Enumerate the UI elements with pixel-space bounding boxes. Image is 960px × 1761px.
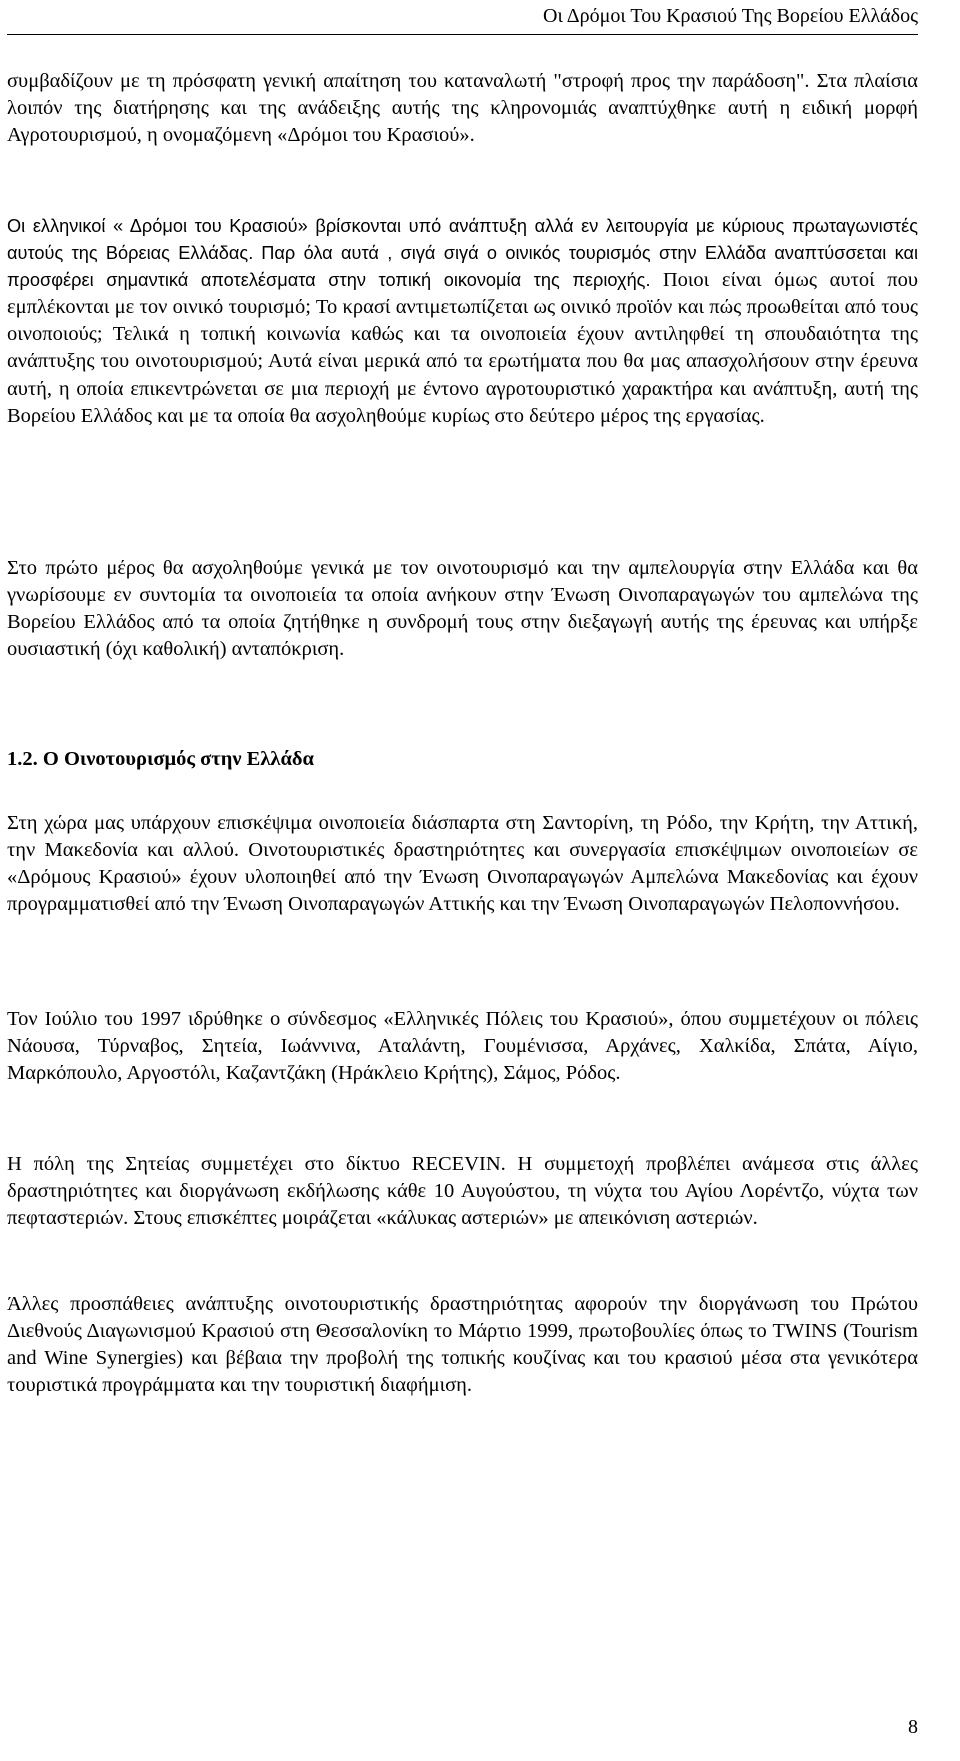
paragraph-wine-cities: Τον Ιούλιο του 1997 ιδρύθηκε ο σύνδεσμος «Ελληνικές Πόλεις του Κρασιού», όπου συμμετέχουν οι πόλεις Νάουσα, Τύρναβος, Σητεία, Ιωάννινα, Αταλάντη, Γουμένισσα, Αρχάνες, Χαλκίδα, Σπάτα, Αίγιο, Μαρκόπουλο, Αργοστόλι, Καζαντζάκη (Ηράκλειο Κρήτης), Σάμος, Ρόδος. [7,1008,918,1085]
paragraph-serif-text: Ποιοι είναι όμως αυτοί που εμπλέκονται με τον οινικό τουρισμό; Το κρασί αντιμετωπίζεται ως οινικό προϊόν και πώς προωθείται από τους οινοποιούς; Τελικά η τοπική κοινωνία καθώς και τα οινοποιεία έχουν αντιληφθεί τη σπουδαιότητα της ανάπτυξης του οινοτουρισμού; Αυτά είναι μερικά από τα ερωτήματα που θα μας απασχολήσουν στην έρευνα αυτή, η οποία επικεντρώνεται σε μια περιοχή με έντονο αγροτουριστικό χαρακτήρα και ανάπτυξη, αυτή της Βορείου Ελλάδος και με τα οποία θα ασχοληθούμε κυρίως στο δεύτερο μέρος της εργασίας. [7,269,919,427]
page-number: 8 [908,1716,918,1738]
paragraph-wineries: Στη χώρα μας υπάρχουν επισκέψιμα οινοποιεία διάσπαρτα στη Σαντορίνη, τη Ρόδο, την Κρήτη, την Αττική, την Μακεδονία και αλλού. Οινοτουριστικές δραστηριότητες και συνεργασία επισκέψιμων οινοποιείων σε «Δρόμους Κρασιού» έχουν υλοποιηθεί από την Ένωση Οινοπαραγωγών Αμπελώνα Μακεδονίας και έχουν προγραμματισθεί από την Ένωση Οινοπαραγωγών Αττικής και την Ένωση Οινοπαραγωγών Πελοποννήσου. [7,812,918,916]
running-header: Οι Δρόμοι Του Κρασιού Της Βορείου Ελλάδος [543,5,918,27]
paragraph-first-part: Στο πρώτο μέρος θα ασχοληθούμε γενικά με τον οινοτουρισμό και την αμπελουργία στην Ελλάδα και θα γνωρίσουμε εν συντομία τα οινοποιεία τα οποία ανήκουν στην Ένωση Οινοπαραγωγών του αμπελώνα της Βορείου Ελλάδος από τα οποία ζητήθηκε η συνδρομή τους στην διεξαγωγή αυτής της έρευνας και υπήρξε ουσιαστική (όχι καθολική) ανταπόκριση. [7,557,918,661]
paragraph-siteia-recevin: Η πόλη της Σητείας συμμετέχει στο δίκτυο RECEVIN. Η συμμετοχή προβλέπει ανάμεσα στις άλλες δραστηριότητες και διοργάνωση εκδήλωσης κάθε 10 Αυγούστου, τη νύχτα του Αγίου Λορέντζο, νύχτα των πεφταστεριών. Στους επισκέπτες μοιράζεται «κάλυκας αστεριών» με απεικόνιση αστεριών. [7,1153,918,1230]
section-heading: 1.2. Ο Οινοτουρισμός στην Ελλάδα [7,748,314,770]
paragraph-intro-continuation: συμβαδίζουν με τη πρόσφατη γενική απαίτηση του καταναλωτή "στροφή προς την παράδοση". Στα πλαίσια λοιπόν της διατήρησης και της ανάδειξης αυτής της κληρονομιάς αναπτύχθηκε αυτή η ειδική μορφή Αγροτουρισμού, η ονομαζόμενη «Δρόμοι του Κρασιού». [7,70,918,147]
header-divider [7,34,918,35]
paragraph-other-efforts: Άλλες προσπάθειες ανάπτυξης οινοτουριστικής δραστηριότητας αφορούν την διοργάνωση του Πρώτου Διεθνούς Διαγωνισμού Κρασιού στη Θεσσαλονίκη το Μάρτιο 1999, πρωτοβουλίες όπως το TWINS (Tourism and Wine Synergies) και βέβαια την προβολή της τοπικής κουζίνας και του κρασιού μέσα στα γενικότερα τουριστικά προγράμματα και την τουριστική διαφήμιση. [7,1293,918,1397]
paragraph-greek-wine-roads [7,213,918,430]
paragraph-sans-text-continued: Παρ όλα αυτά , σιγά σιγά ο οινικός τουρισμός στην Ελλάδα αναπτύσσεται και προσφέρει σημαντικά αποτελέσματα στην τοπική οικονομία της περιοχής. [7,243,918,291]
paragraph-sans-text: Οι ελληνικοί « Δρόμοι του Κρασιού» βρίσκονται υπό ανάπτυξη αλλά εν λειτουργία με κύριους πρωταγωνιστές αυτούς της Βόρειας Ελλάδας. [7,216,918,264]
